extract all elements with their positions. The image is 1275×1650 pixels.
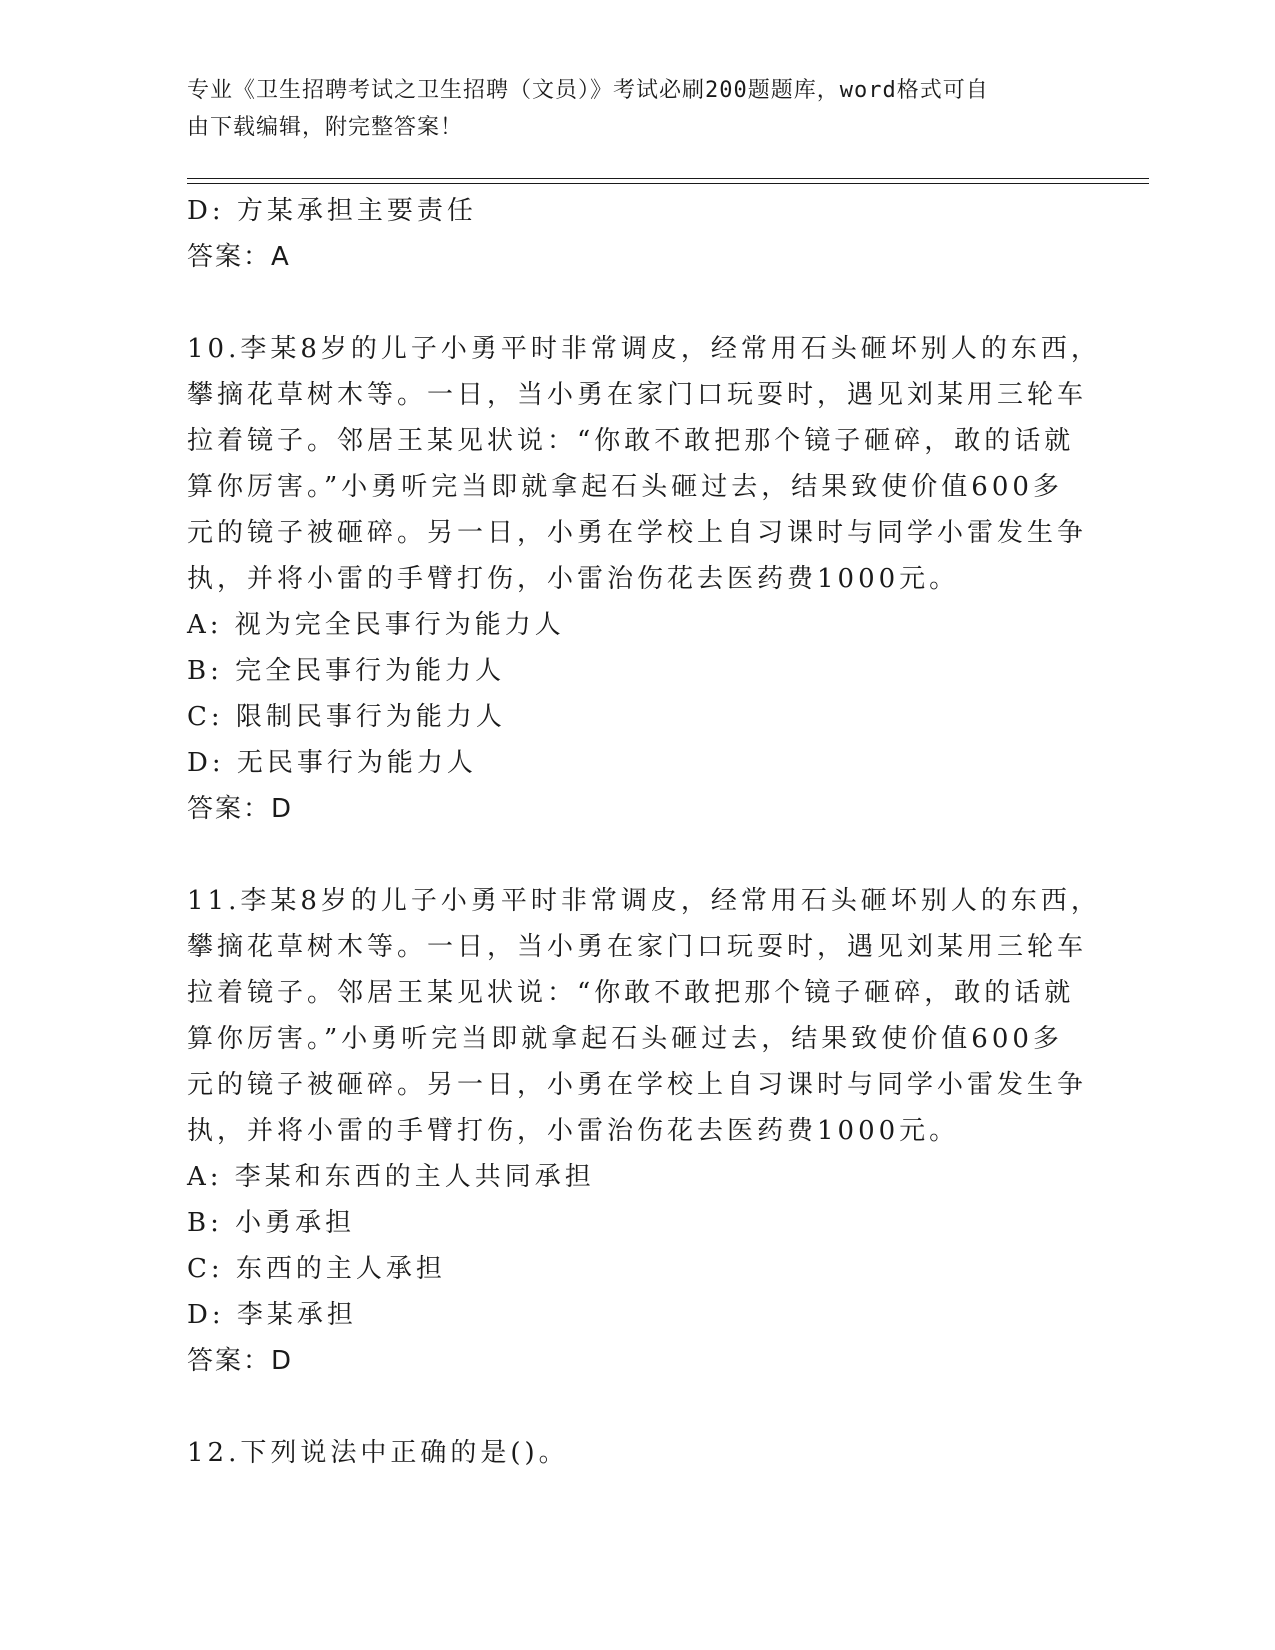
spacer	[187, 832, 1067, 878]
option-c: C: 东西的主人承担	[187, 1254, 446, 1284]
question-stem-line: 12.下列说法中正确的是()。	[187, 1438, 569, 1468]
question-9-tail	[187, 188, 1067, 280]
question-10	[187, 326, 1101, 832]
header-line-1: 专业《卫生招聘考试之卫生招聘（文员）》考试必刷200题题库，word格式可自	[187, 78, 989, 103]
header-divider-bottom	[187, 183, 1149, 184]
question-stem-line: 10.李某8岁的儿子小勇平时非常调皮，经常用石头砸坏别人的东西，	[187, 334, 1101, 364]
answer-line: 答案：A	[187, 242, 291, 272]
option-d: D: 方某承担主要责任	[187, 196, 477, 226]
question-stem-line: 拉着镜子。邻居王某见状说：“你敢不敢把那个镜子砸碎，敢的话就	[187, 978, 1075, 1008]
answer-line: 答案：D	[187, 794, 294, 824]
option-b: B: 完全民事行为能力人	[187, 656, 506, 686]
question-stem-line: 算你厉害。”小勇听完当即就拿起石头砸过去，结果致使价值600多	[187, 472, 1063, 502]
spacer	[187, 280, 1067, 326]
header-divider-top	[187, 178, 1149, 179]
question-12	[187, 1430, 1067, 1476]
spacer	[187, 1384, 1067, 1430]
option-a: A: 李某和东西的主人共同承担	[187, 1162, 595, 1192]
question-11	[187, 878, 1101, 1384]
question-stem-line: 11.李某8岁的儿子小勇平时非常调皮，经常用石头砸坏别人的东西，	[187, 886, 1101, 916]
option-d: D: 李某承担	[187, 1300, 357, 1330]
option-d: D: 无民事行为能力人	[187, 748, 477, 778]
header-line-2: 由下载编辑，附完整答案！	[187, 115, 464, 140]
question-stem-line: 算你厉害。”小勇听完当即就拿起石头砸过去，结果致使价值600多	[187, 1024, 1063, 1054]
answer-line: 答案：D	[187, 1346, 294, 1376]
question-stem-line: 元的镜子被砸碎。另一日，小勇在学校上自习课时与同学小雷发生争	[187, 518, 1088, 548]
question-stem-line: 执，并将小雷的手臂打伤，小雷治伤花去医药费1000元。	[187, 1116, 960, 1146]
question-stem-line: 元的镜子被砸碎。另一日，小勇在学校上自习课时与同学小雷发生争	[187, 1070, 1088, 1100]
option-a: A: 视为完全民事行为能力人	[187, 610, 565, 640]
question-stem-line: 攀摘花草树木等。一日，当小勇在家门口玩耍时，遇见刘某用三轮车	[187, 932, 1088, 962]
question-stem-line: 执，并将小雷的手臂打伤，小雷治伤花去医药费1000元。	[187, 564, 960, 594]
question-stem-line: 攀摘花草树木等。一日，当小勇在家门口玩耍时，遇见刘某用三轮车	[187, 380, 1088, 410]
option-b: B: 小勇承担	[187, 1208, 356, 1238]
option-c: C: 限制民事行为能力人	[187, 702, 506, 732]
document-header	[187, 72, 1067, 146]
question-content	[187, 188, 1101, 1476]
question-stem-line: 拉着镜子。邻居王某见状说：“你敢不敢把那个镜子砸碎，敢的话就	[187, 426, 1075, 456]
